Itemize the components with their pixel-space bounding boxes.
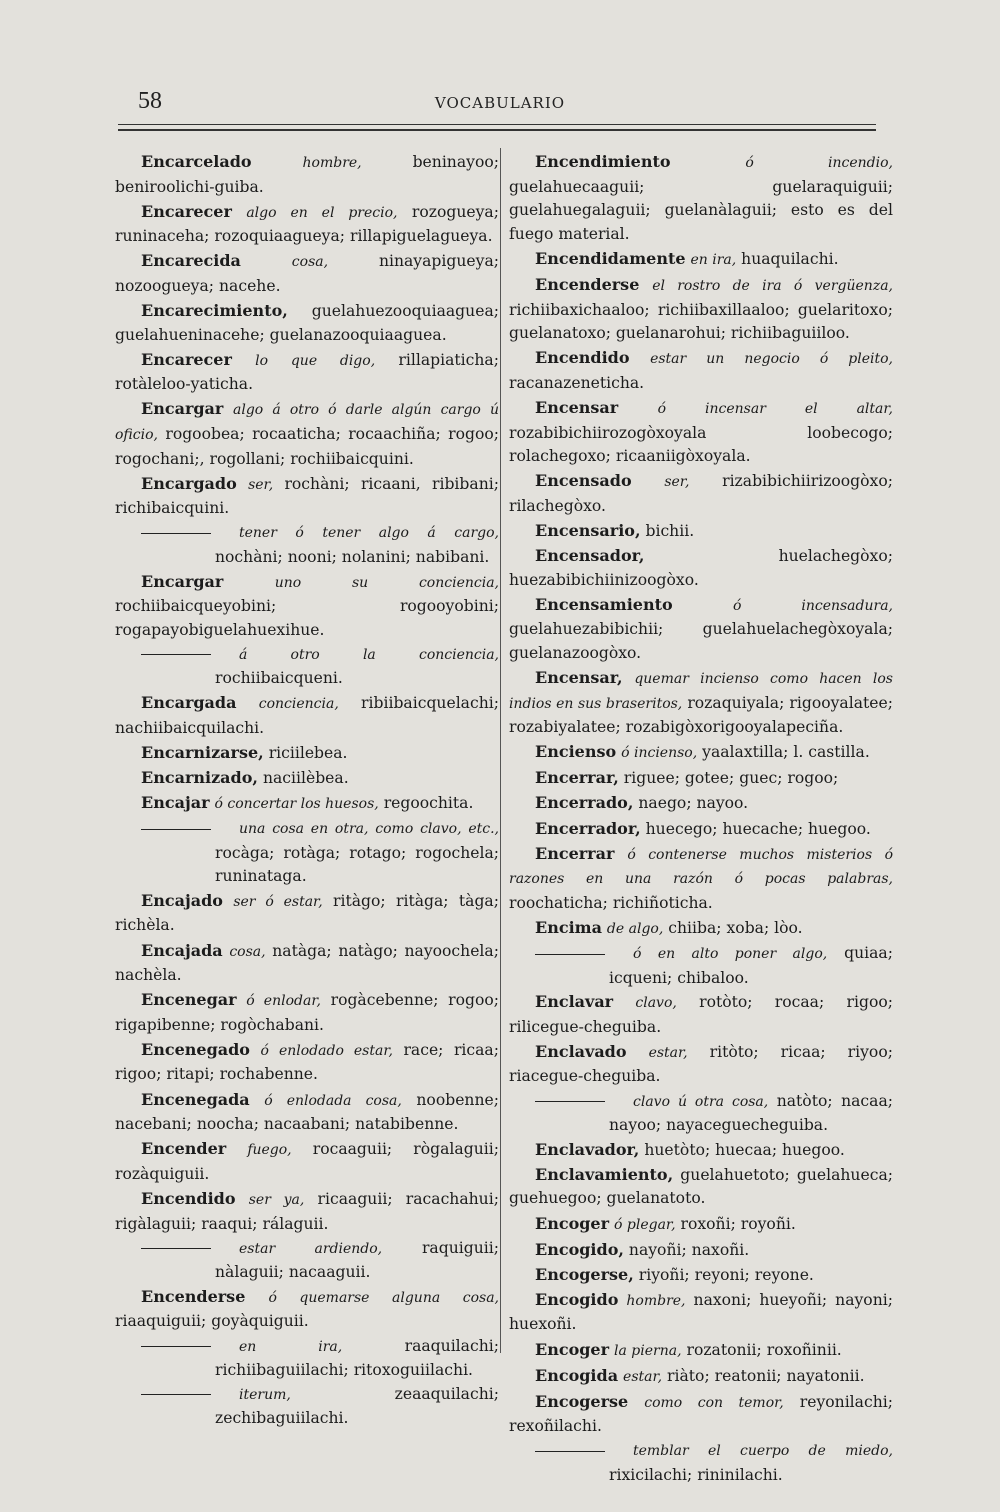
dictionary-entry <box>115 1285 499 1334</box>
qualifier: la pierna, <box>614 1342 682 1359</box>
dictionary-entry <box>115 1187 499 1236</box>
translation: natàga; natàgo; nayoochela; nachèla. <box>115 941 499 985</box>
dictionary-entry <box>509 346 893 395</box>
qualifier: ó concertar los huesos, <box>214 795 379 812</box>
qualifier: ó incendio, <box>745 155 893 171</box>
running-head: VOCABULARIO <box>434 94 566 112</box>
translation: ninayapigueya; nozoogueya; nacehe. <box>115 252 499 295</box>
headword: Encarecida <box>141 251 241 271</box>
translation: huelachegòxo; huezabibichiinizoogòxo. <box>509 547 893 589</box>
qualifier: á otro la conciencia, <box>239 646 499 663</box>
qualifier: ser, <box>248 476 274 493</box>
translation: rixicilachi; rininilachi. <box>609 1465 783 1484</box>
dictionary-entry <box>115 791 499 817</box>
headword: Encargar <box>141 399 224 419</box>
qualifier: cosa, <box>229 943 266 960</box>
translation: rocàga; rotàga; rotago; rogochela; runinataga. <box>215 843 499 886</box>
translation: noobenne; nacebani; noocha; nacaabani; natabibenne. <box>115 1090 499 1134</box>
dictionary-entry <box>509 519 893 544</box>
translation: rizabibichiirizoogòxo; rilachegòxo. <box>509 472 893 515</box>
headword: Encarnizado, <box>141 767 258 787</box>
headword: Enclavar <box>535 992 614 1012</box>
qualifier: quemar incienso como hacen los indios en sus braseritos, <box>509 670 893 712</box>
dictionary-entry <box>509 544 893 592</box>
qualifier: ó enlodado estar, <box>260 1042 393 1059</box>
headword: Encargada <box>141 693 237 713</box>
qualifier: ó enlodada cosa, <box>264 1092 402 1109</box>
qualifier: en ira, <box>239 1338 343 1355</box>
headword: Encendido <box>535 348 630 368</box>
translation: rochiibaicqueyobini; rogooyobini; rogapayobiguelahuexihue. <box>115 597 499 639</box>
translation: ribiibaicquelachi; nachiibaicquilachi. <box>115 694 499 737</box>
translation: naciilèbea. <box>262 768 349 787</box>
translation: beninayoo; beniroolichi-guiba. <box>115 153 499 196</box>
sub-entry <box>509 1090 893 1138</box>
headword: Encensar <box>535 397 619 417</box>
headword: Encendido <box>141 1188 236 1208</box>
dictionary-entry <box>509 593 893 666</box>
headword: Encienso <box>535 742 617 762</box>
sub-entry <box>509 1439 893 1487</box>
dictionary-entry <box>115 1137 499 1186</box>
headword: Encenderse <box>535 274 640 294</box>
qualifier: en ira, <box>690 251 737 268</box>
dictionary-entry <box>509 1390 893 1439</box>
translation: riguee; gotee; guec; rogoo; <box>623 769 839 788</box>
dictionary-entry <box>115 472 499 521</box>
dictionary-entry <box>509 666 893 740</box>
qualifier: estar, <box>623 1368 663 1385</box>
dictionary-entry <box>509 1238 893 1263</box>
repeat-dash <box>141 1248 211 1249</box>
headword: Encensamiento <box>535 594 673 614</box>
headword: Enclavador, <box>535 1139 640 1159</box>
dictionary-entry <box>509 273 893 346</box>
headword: Encender <box>141 1139 227 1159</box>
translation: rocaaguii; rògalaguii; rozàquiguii. <box>115 1140 499 1183</box>
dictionary-entry <box>509 842 893 916</box>
translation: ritòto; ricaa; riyoo; riacegue-cheguiba. <box>509 1042 893 1086</box>
headword: Enclavamiento, <box>535 1164 674 1184</box>
qualifier: ó contenerse muchos misterios ó razones en una razón ó pocas palabras, <box>509 846 893 888</box>
translation: ritàgo; ritàga; tàga; richèla. <box>115 891 499 935</box>
translation: huetòto; huecaa; huegoo. <box>644 1140 845 1159</box>
qualifier: lo que digo, <box>255 352 376 369</box>
qualifier: ó plegar, <box>614 1216 676 1233</box>
translation: guelahuecaaguii; guelaraquiguii; guelahuegalaguii; guelanàlaguii; esto es del fuego material. <box>509 177 893 243</box>
headword: Encogerse <box>535 1391 629 1411</box>
translation: rozaquiyala; rigooyalatee; rozabiyalatee; rozabigòxorigooyalapeciña. <box>509 693 893 737</box>
translation: huecego; huecache; huegoo. <box>645 819 871 838</box>
translation: rozogueya; runinaceha; rozoquiaagueya; rillapiguelagueya. <box>115 202 499 246</box>
headword: Encensar, <box>535 667 623 687</box>
sub-entry <box>115 817 499 889</box>
headword: Encogida <box>535 1365 619 1385</box>
dictionary-entry <box>115 348 499 397</box>
translation: rogoobea; rocaaticha; rocaachiña; rogoo; rogochani;, rogollani; rochiibaicquini. <box>115 425 499 468</box>
translation: rozabibichiirozogòxoyala loobecogo; rolachegoxo; ricaaniigòxoyala. <box>509 423 893 466</box>
translation: riàto; reatonii; nayatonii. <box>667 1366 865 1385</box>
qualifier: conciencia, <box>258 696 339 713</box>
dictionary-entry <box>509 766 893 791</box>
headword: Encerrar <box>535 843 615 863</box>
qualifier: ó incienso, <box>621 745 698 762</box>
headword: Encenegada <box>141 1089 250 1109</box>
translation: ricaaguii; racachahui; rigàlaguii; raaqui; rálaguii. <box>115 1189 499 1233</box>
dictionary-entry <box>509 1040 893 1089</box>
dictionary-entry <box>509 916 893 942</box>
repeat-dash <box>535 1101 605 1102</box>
translation: zeaaquilachi; zechibaguiilachi. <box>215 1384 499 1428</box>
sub-entry <box>509 942 893 990</box>
dictionary-entry <box>115 889 499 938</box>
dictionary-entry <box>115 1088 499 1137</box>
qualifier: iterum, <box>239 1386 291 1403</box>
dictionary-entry <box>509 396 893 469</box>
qualifier: uno su conciencia, <box>274 574 499 591</box>
headword: Encajada <box>141 940 223 960</box>
translation: raaquilachi; richiibaguiilachi; ritoxoguiilachi. <box>215 1336 499 1380</box>
translation: huaquilachi. <box>741 249 839 268</box>
translation: riaaquiguii; goyàquiguii. <box>115 1312 309 1331</box>
translation: nochàni; nooni; nolanini; nabibani. <box>215 548 490 566</box>
repeat-dash <box>141 654 211 655</box>
dictionary-entry <box>115 766 499 791</box>
headword: Encarecimiento, <box>141 301 288 321</box>
translation: yaalaxtilla; l. castilla. <box>702 743 870 762</box>
repeat-dash <box>141 1346 211 1347</box>
headword: Encogido, <box>535 1239 624 1259</box>
qualifier: ser ya, <box>248 1191 305 1208</box>
headword: Encenegar <box>141 990 237 1010</box>
repeat-dash <box>141 533 211 534</box>
headword: Encoger <box>535 1213 610 1233</box>
translation: quiaa; icqueni; chibaloo. <box>609 944 893 987</box>
qualifier: ó enlodar, <box>246 993 321 1010</box>
headword: Encarecer <box>141 349 232 369</box>
dictionary-entry <box>115 299 499 347</box>
headword: Encensador, <box>535 546 645 565</box>
headword: Encima <box>535 917 602 937</box>
dictionary-entry <box>509 247 893 273</box>
translation: rillapiaticha; rotàleloo-yaticha. <box>115 350 499 394</box>
qualifier: estar, <box>648 1044 688 1061</box>
translation: richiibaxichaaloo; richiibaxillaaloo; guelaritoxo; guelanatoxo; guelanarohui; richiibaguiiloo. <box>509 300 893 343</box>
translation: rozatonii; roxoñinii. <box>686 1340 842 1359</box>
qualifier: clavo, <box>635 995 677 1012</box>
dictionary-entry <box>509 1163 893 1211</box>
qualifier: algo en el precio, <box>246 204 398 221</box>
headword: Encarnizarse, <box>141 742 264 762</box>
left-column <box>115 150 499 1431</box>
headword: Encendimiento <box>535 152 671 171</box>
headword: Encogido <box>535 1289 619 1309</box>
dictionary-entry <box>115 691 499 740</box>
headword: Encenegado <box>141 1039 250 1059</box>
qualifier: estar un negocio ó pleito, <box>650 351 893 368</box>
translation: rotòto; rocaa; rigoo; rilicegue-cheguiba. <box>509 993 893 1036</box>
translation: riciilebea. <box>268 743 348 762</box>
header-rule-thin <box>118 124 876 125</box>
qualifier: ó en alto poner algo, <box>633 946 828 962</box>
translation: riyoñi; reyoni; reyone. <box>638 1265 814 1284</box>
qualifier: ó incensadura, <box>733 597 893 614</box>
qualifier: algo á otro ó darle algún cargo ú oficio, <box>115 402 500 444</box>
qualifier: como con temor, <box>644 1394 784 1411</box>
translation: guelahuetoto; guelahueca; guehuegoo; guelanatoto. <box>509 1165 893 1208</box>
dictionary-entry <box>115 939 499 988</box>
headword: Encajar <box>141 792 210 812</box>
sub-entry <box>115 521 499 569</box>
headword: Encargado <box>141 473 237 493</box>
column-divider <box>500 148 501 1353</box>
dictionary-entry <box>115 249 499 298</box>
dictionary-entry <box>115 397 499 471</box>
translation: naego; nayoo. <box>638 794 749 813</box>
dictionary-entry <box>115 150 499 199</box>
qualifier: ser, <box>664 474 690 491</box>
translation: raquiguii; nàlaguii; nacaaguii. <box>215 1238 499 1282</box>
qualifier: cosa, <box>291 254 329 271</box>
qualifier: hombre, <box>302 155 362 171</box>
dictionary-entry <box>509 1338 893 1364</box>
translation: regoochita. <box>383 793 474 812</box>
qualifier: ó incensar el altar, <box>657 400 893 417</box>
sub-entry <box>115 1237 499 1285</box>
sub-entry <box>115 1383 499 1431</box>
dictionary-entry <box>509 740 893 766</box>
headword: Encajado <box>141 890 223 910</box>
repeat-dash <box>535 954 605 955</box>
dictionary-entry <box>509 791 893 816</box>
dictionary-entry <box>115 200 499 249</box>
right-column <box>509 150 893 1488</box>
translation: roxoñi; royoñi. <box>680 1214 796 1233</box>
qualifier: de algo, <box>606 920 664 937</box>
headword: Encarecer <box>141 201 232 221</box>
headword: Encendidamente <box>535 248 686 268</box>
header-rule-thick <box>118 129 876 131</box>
dictionary-entry <box>115 570 499 643</box>
qualifier: el rostro de ira ó vergüenza, <box>652 277 893 294</box>
translation: natòto; nacaa; nayoo; nayaceguecheguiba. <box>609 1091 893 1135</box>
qualifier: ser ó estar, <box>233 893 323 910</box>
headword: Encerrar, <box>535 768 619 788</box>
sub-entry <box>115 643 499 691</box>
translation: rochàni; ricaani, ribibani; richibaicquini. <box>115 474 499 518</box>
sub-entry <box>115 1335 499 1383</box>
translation: rochiibaicqueni. <box>215 669 343 688</box>
headword: Encerrador, <box>535 818 641 838</box>
headword: Encensario, <box>535 520 641 540</box>
repeat-dash <box>141 1394 211 1395</box>
qualifier: estar ardiendo, <box>239 1240 383 1257</box>
translation: reyonilachi; rexoñilachi. <box>509 1392 893 1436</box>
dictionary-entry <box>509 150 893 246</box>
repeat-dash <box>535 1451 605 1452</box>
qualifier: temblar el cuerpo de miedo, <box>633 1443 893 1460</box>
translation: race; ricaa; rigoo; ritapi; rochabenne. <box>115 1040 499 1084</box>
headword: Encensado <box>535 471 632 491</box>
dictionary-entry <box>509 469 893 518</box>
translation: nayoñi; naxoñi. <box>628 1240 750 1259</box>
qualifier: fuego, <box>247 1142 292 1159</box>
dictionary-entry <box>509 817 893 842</box>
dictionary-entry <box>115 988 499 1037</box>
repeat-dash <box>141 829 211 830</box>
translation: guelahuezabibichii; guelahuelachegòxoyala; guelanazoogòxo. <box>509 620 893 662</box>
translation: guelahuezooquiaaguea; guelahueninacehe; guelanazooquiaaguea. <box>115 302 499 344</box>
dictionary-entry <box>509 1288 893 1337</box>
headword: Enclavado <box>535 1041 627 1061</box>
translation: naxoni; hueyoñi; nayoni; huexoñi. <box>509 1290 893 1334</box>
dictionary-entry <box>115 1038 499 1087</box>
qualifier: hombre, <box>626 1292 686 1309</box>
dictionary-entry <box>509 1138 893 1163</box>
dictionary-entry <box>509 1263 893 1288</box>
dictionary-entry <box>115 741 499 766</box>
dictionary-entry <box>509 990 893 1039</box>
dictionary-entry <box>509 1364 893 1390</box>
translation: chiiba; xoba; lòo. <box>668 918 803 937</box>
qualifier: tener ó tener algo á cargo, <box>239 525 499 542</box>
headword: Encenderse <box>141 1286 246 1306</box>
qualifier: clavo ú otra cosa, <box>633 1093 769 1110</box>
headword: Encarcelado <box>141 152 252 171</box>
qualifier: una cosa en otra, como clavo, etc., <box>239 821 499 838</box>
headword: Encargar <box>141 571 224 591</box>
translation: racanazeneticha. <box>509 373 645 392</box>
headword: Encogerse, <box>535 1264 634 1284</box>
translation: roochaticha; richiñoticha. <box>509 893 713 912</box>
dictionary-entry <box>509 1212 893 1238</box>
page-number: 58 <box>138 88 162 114</box>
translation: rogàcebenne; rogoo; rigapibenne; rogòchabani. <box>115 991 499 1034</box>
headword: Encerrado, <box>535 793 634 813</box>
translation: bichii. <box>645 521 695 540</box>
qualifier: ó quemarse alguna cosa, <box>268 1289 499 1306</box>
headword: Encoger <box>535 1339 610 1359</box>
